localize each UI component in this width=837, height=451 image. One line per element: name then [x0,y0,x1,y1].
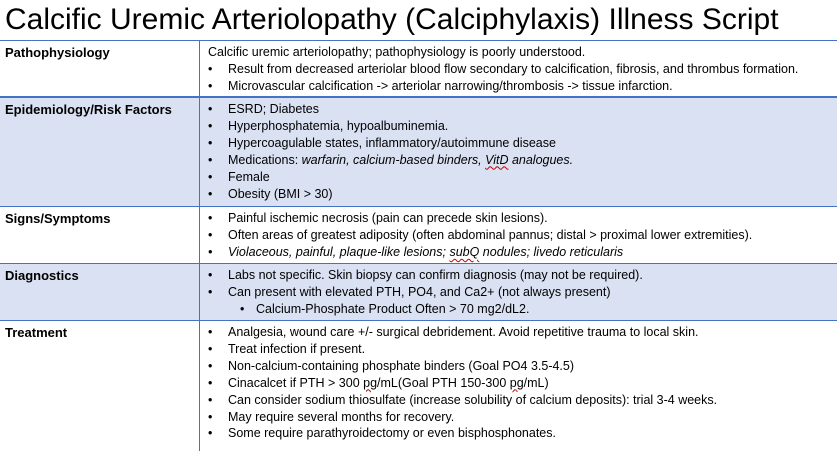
row-signs-symptoms [0,207,837,264]
list-item: • Obesity (BMI > 30) [208,186,837,203]
list-item: • Can present with elevated PTH, PO4, and Ca2+ (not always present) [208,284,837,301]
list-item [208,375,837,392]
list-item: • Microvascular calcification -> arteriolar narrowing/thrombosis -> tissue infarction. [208,78,837,95]
list-item: • Painful ischemic necrosis (pain can precede skin lesions). [208,210,837,227]
list-item [208,244,837,261]
row-pathophysiology [0,41,837,98]
row-label-diagnostics: Diagnostics [0,264,200,320]
list-item: • Often areas of greatest adiposity (often abdominal pannus; distal > proximal lower extremities). [208,227,837,244]
list-item: • Result from decreased arteriolar blood flow secondary to calcification, fibrosis, and thrombus formation. [208,61,837,78]
cinacalcet-text-mid: /mL(Goal PTH 150-300 [377,375,510,390]
row-content-diagnostics [200,264,837,320]
lesions-text-end: nodules; livedo reticularis [479,244,624,259]
row-content-epidemiology [200,98,837,206]
cinacalcet-text-end: /mL) [523,375,549,390]
list-item [208,152,837,169]
lesions-text: Violaceous, painful, plaque-like lesions; [228,244,450,259]
list-item: • ESRD; Diabetes [208,101,837,118]
spellcheck-word: pg [363,375,378,390]
spellcheck-word: subQ [449,244,480,259]
row-epidemiology [0,98,837,207]
row-label-pathophysiology: Pathophysiology [0,41,200,96]
medications-list: warfarin, calcium-based binders, [301,152,486,167]
row-treatment [0,321,837,451]
page-title: Calcific Uremic Arteriolopathy (Calciphylaxis) Illness Script [5,3,779,36]
row-content-signs-symptoms [200,207,837,263]
row-diagnostics [0,264,837,321]
illness-script-table [0,40,837,451]
sub-list-item: • Calcium-Phosphate Product Often > 70 mg2/dL2. [208,301,837,318]
list-item: • Some require parathyroidectomy or even bisphosphonates. [208,425,837,442]
cinacalcet-text: Cinacalcet if PTH > 300 [228,375,364,390]
medications-prefix: Medications: [228,152,302,167]
row-content-treatment [200,321,837,451]
spellcheck-word: pg [509,375,524,390]
list-item: • Can consider sodium thiosulfate (increase solubility of calcium deposits): trial 3-4 weeks. [208,392,837,409]
pathophysiology-intro: Calcific uremic arteriolopathy; pathophysiology is poorly understood. [208,45,586,59]
row-label-epidemiology: Epidemiology/Risk Factors [0,98,200,206]
list-item: • Labs not specific. Skin biopsy can confirm diagnosis (may not be required). [208,267,837,284]
list-item: • Non-calcium-containing phosphate binders (Goal PO4 3.5-4.5) [208,358,837,375]
row-content-pathophysiology [200,41,837,96]
medications-list-end: analogues. [508,152,574,167]
list-item: • Treat infection if present. [208,341,837,358]
list-item: • Hypercoagulable states, inflammatory/autoimmune disease [208,135,837,152]
list-item: • Hyperphosphatemia, hypoalbuminemia. [208,118,837,135]
row-label-signs-symptoms: Signs/Symptoms [0,207,200,263]
row-label-treatment: Treatment [0,321,200,451]
spellcheck-word: VitD [485,152,509,167]
list-item: • Female [208,169,837,186]
list-item: • May require several months for recovery. [208,409,837,426]
list-item: • Analgesia, wound care +/- surgical debridement. Avoid repetitive trauma to local skin. [208,324,837,341]
